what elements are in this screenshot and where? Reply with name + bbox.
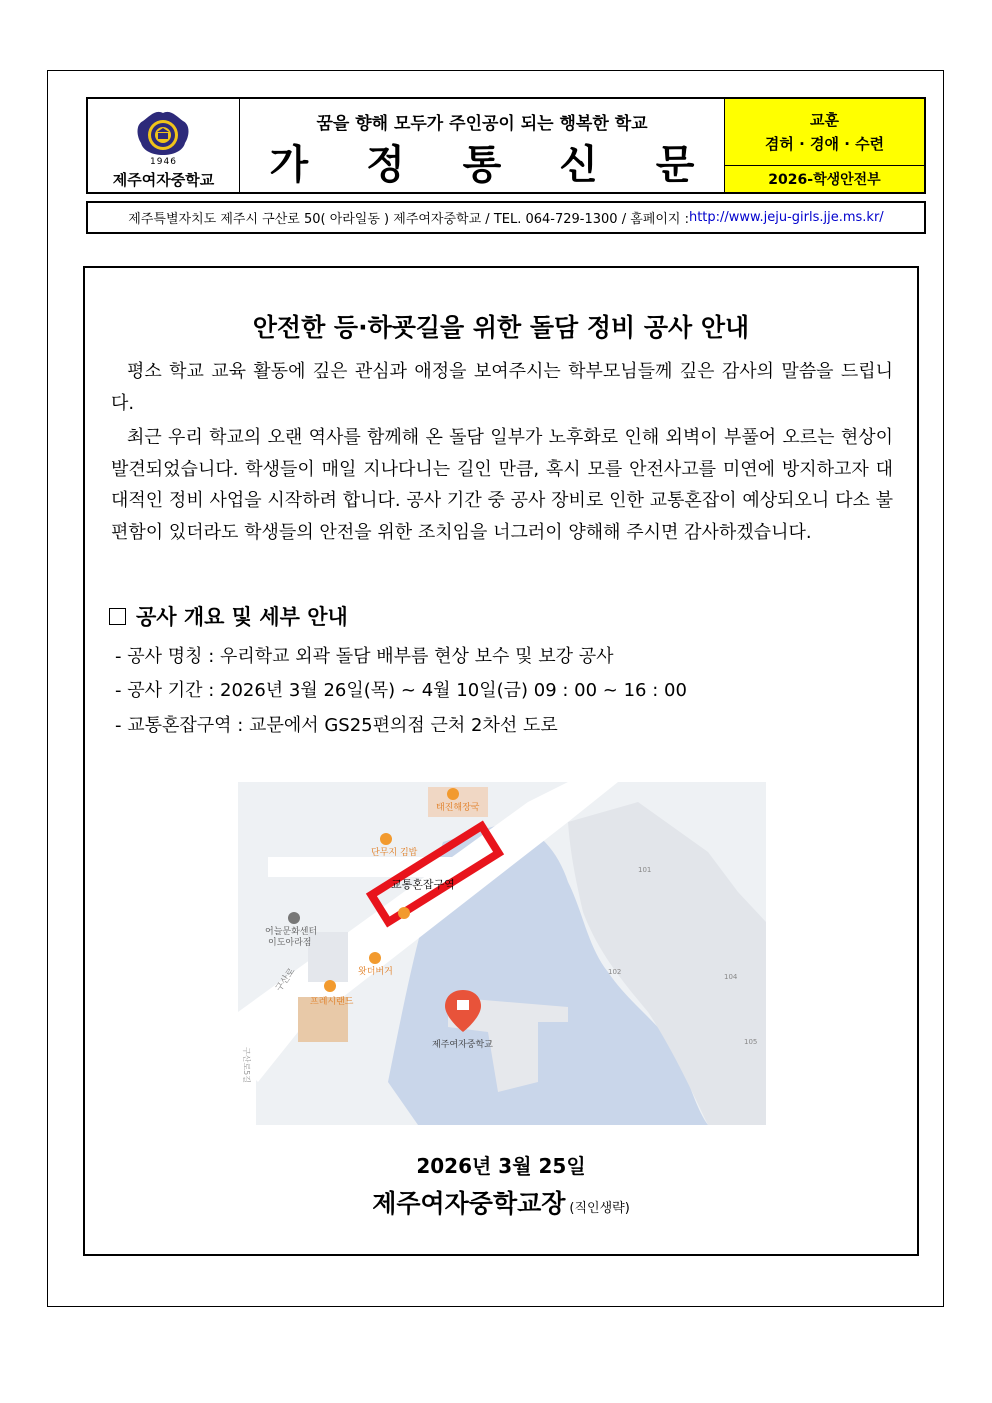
title-cell [240, 99, 725, 192]
section-heading-text: 공사 개요 및 세부 안내 [136, 605, 348, 629]
section-heading [109, 601, 348, 631]
detail-project-name: - 공사 명칭 : 우리학교 외곽 돌담 배부름 현상 보수 및 보강 공사 [115, 646, 614, 667]
map-label-bldg-105: 105 [744, 1038, 758, 1046]
culture-center-icon [288, 912, 300, 924]
motto-label: 교훈 [810, 111, 839, 129]
address-text: 제주특별자치도 제주시 구산로 50( 아라일동 ) 제주여자중학교 / TEL. 064-729-1300 / 홈페이지 : [128, 212, 689, 227]
logo-school-name: 제주여자중학교 [112, 171, 215, 189]
department-label: 2026-학생안전부 [725, 166, 924, 192]
newsletter-header [86, 97, 926, 194]
school-motto [725, 99, 924, 166]
checkbox-icon [109, 608, 126, 625]
map-label-bldg-101: 101 [638, 866, 652, 874]
map-label-restaurant-1: 태진해장국 [436, 803, 480, 813]
detail-congestion-zone: - 교통혼잡구역 : 교문에서 GS25편의점 근처 2차선 도로 [115, 715, 558, 736]
newsletter-title: 가 정 통 신 문 [269, 142, 717, 188]
detail-period: - 공사 기간 : 2026년 3월 26일(목) ~ 4월 10일(금) 09 : 00 ~ 16 : 00 [115, 680, 687, 701]
school-pin-inner [457, 1000, 469, 1010]
address-bar [86, 201, 926, 234]
school-logo-cell [88, 99, 240, 192]
school-motto-cell [725, 99, 924, 192]
school-vision: 꿈을 향해 모두가 주인공이 되는 행복한 학교 [316, 114, 648, 134]
convenience-store-icon [398, 907, 410, 919]
map-label-school: 제주여자중학교 [432, 1040, 493, 1050]
restaurant-icon [447, 788, 459, 800]
school-emblem-icon [118, 107, 208, 159]
map-label-road-2: 구산로5길 [242, 1047, 251, 1084]
map-label-store: 프레시랜드 [310, 997, 354, 1007]
homepage-link[interactable]: http://www.jeju-girls.jje.ms.kr/ [688, 210, 884, 225]
map-label-restaurant-2: 단무지 김밥 [371, 848, 418, 858]
map-label-congestion-zone: 교통혼잡구역 [391, 878, 455, 891]
map-label-bldg-102: 102 [608, 968, 622, 976]
map-label-culture-center-2: 이도아라점 [268, 938, 312, 948]
seal-note: (직인생략) [569, 1201, 630, 1216]
map-label-culture-center-1: 어늘문화센터 [265, 927, 318, 937]
location-map [238, 782, 766, 1125]
motto-values: 겸허 · 경애 · 수련 [764, 135, 885, 153]
map-label-bldg-104: 104 [724, 973, 738, 981]
notice-title: 안전한 등·하굣길을 위한 돌담 정비 공사 안내 [252, 313, 750, 342]
principal-signature: 제주여자중학교장 [372, 1189, 566, 1218]
body-paragraph: 최근 우리 학교의 오랜 역사를 함께해 온 돌담 일부가 노후화로 인해 외벽이 부풀어 오르는 현상이 발견되었습니다. 학생들이 매일 지나다니는 길인 만큼, 혹시 모를 안전사고를 미연에 방지하고자 대대적인 정비 사업을 시작하려 합니다. 공사 기간 중 공사 장비로 인한 교통혼잡이 예상되오니 다소 불편함이 있더라도 학생들의 안전을 위한 조치임을 너그러이 양해해 주시면 감사하겠습니다. [111, 427, 893, 543]
store-icon [324, 980, 336, 992]
logo-year: 1946 [150, 157, 177, 167]
burger-icon [369, 952, 381, 964]
greeting-paragraph: 평소 학교 교육 활동에 깊은 관심과 애정을 보여주시는 학부모님들께 깊은 감사의 말씀을 드립니다. [111, 361, 893, 414]
side-road [268, 857, 468, 877]
issue-date: 2026년 3월 25일 [416, 1154, 586, 1178]
map-label-burger: 왓더버거 [358, 967, 393, 977]
notice-box [83, 266, 919, 1256]
map-label-road-1: 구산로 [274, 966, 298, 994]
restaurant-icon [380, 833, 392, 845]
signature-block [85, 1184, 917, 1220]
building [308, 932, 348, 982]
